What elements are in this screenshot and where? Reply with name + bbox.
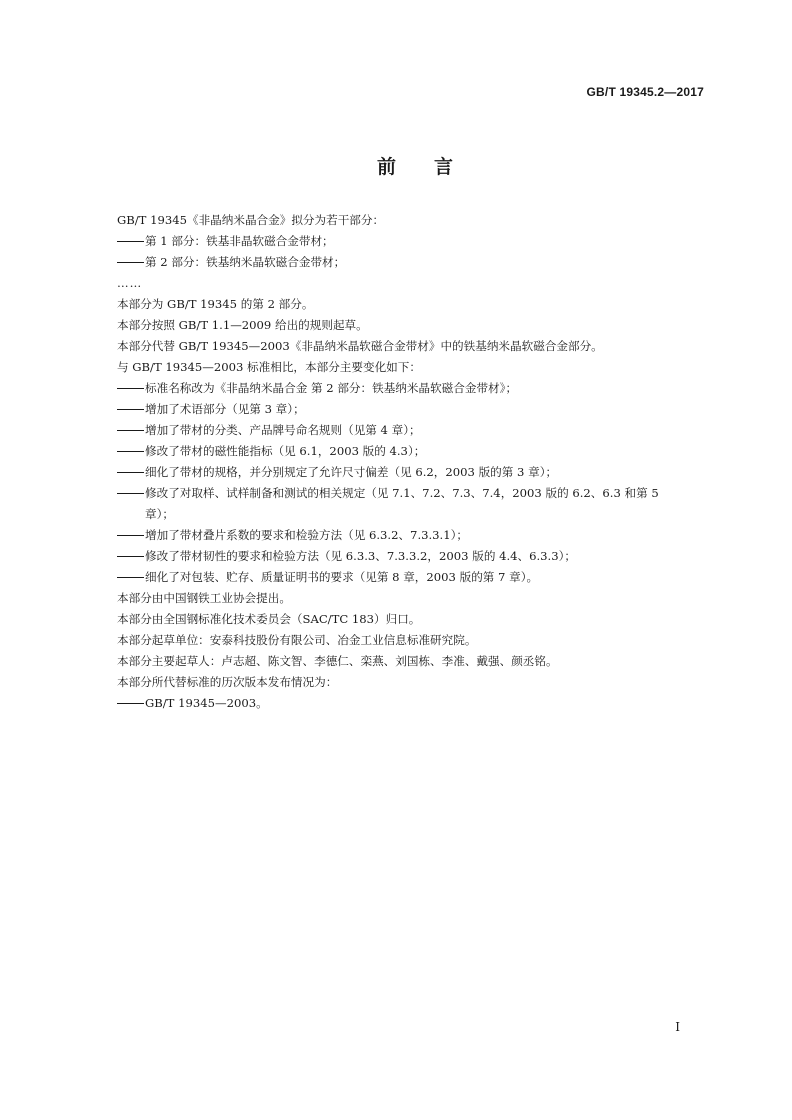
- dash-marker: [117, 556, 144, 557]
- list-item-text: 第 1 部分：铁基非晶软磁合金带材；: [145, 234, 334, 248]
- dash-marker: [117, 472, 144, 473]
- page-title: 前言: [376, 156, 491, 178]
- paragraph: 本部分为 GB/T 19345 的第 2 部分。: [117, 297, 314, 311]
- list-item: [117, 441, 707, 462]
- foreword-body: [117, 210, 707, 714]
- dash-marker: [117, 262, 144, 263]
- paragraph: 本部分起草单位：安泰科技股份有限公司、冶金工业信息标准研究院。: [117, 633, 477, 647]
- list-item-continuation: 章）；: [145, 507, 174, 521]
- intro-line: GB/T 19345《非晶纳米晶合金》拟分为若干部分：: [117, 213, 385, 227]
- list-item-text: 修改了带材的磁性能指标（见 6.1，2003 版的 4.3）；: [145, 444, 426, 458]
- paragraph: 本部分所代替标准的历次版本发布情况为：: [117, 675, 338, 689]
- list-item-text: 增加了带材的分类、产品牌号命名规则（见第 4 章）；: [145, 423, 421, 437]
- page-number: Ⅰ: [675, 1020, 680, 1034]
- list-item: [117, 525, 707, 546]
- paragraph: 与 GB/T 19345—2003 标准相比，本部分主要变化如下：: [117, 360, 421, 374]
- dash-marker: [117, 409, 144, 410]
- paragraph: 本部分由中国钢铁工业协会提出。: [117, 591, 291, 605]
- list-item-text: 细化了对包装、贮存、质量证明书的要求（见第 8 章，2003 版的第 7 章）。: [145, 570, 539, 584]
- dash-marker: [117, 241, 144, 242]
- paragraph: 本部分主要起草人：卢志超、陈文智、李德仁、栾燕、刘国栋、李准、戴强、颜丞铭。: [117, 654, 558, 668]
- list-item-text: 细化了带材的规格，并分别规定了允许尺寸偏差（见 6.2，2003 版的第 3 章）；: [145, 465, 558, 479]
- list-item-text: 修改了带材韧性的要求和检验方法（见 6.3.3、7.3.3.2，2003 版的 4.4、6.3.3）；: [145, 549, 577, 563]
- list-item-text: 第 2 部分：铁基纳米晶软磁合金带材；: [145, 255, 346, 269]
- list-item-text: 增加了带材叠片系数的要求和检验方法（见 6.3.2、7.3.3.1）；: [145, 528, 469, 542]
- list-item-text: GB/T 19345—2003。: [145, 696, 268, 710]
- list-item: [117, 567, 707, 588]
- list-item: [117, 462, 707, 483]
- dash-marker: [117, 577, 144, 578]
- list-item-text: 修改了对取样、试样制备和测试的相关规定（见 7.1、7.2、7.3、7.4，2003 版的 6.2、6.3 和第 5: [145, 486, 659, 500]
- standard-number: GB/T 19345.2—2017: [586, 85, 704, 99]
- list-item: [117, 252, 707, 273]
- list-item-text: 标准名称改为《非晶纳米晶合金 第 2 部分：铁基纳米晶软磁合金带材》；: [145, 381, 518, 395]
- paragraph: 本部分按照 GB/T 1.1—2009 给出的规则起草。: [117, 318, 368, 332]
- dash-marker: [117, 388, 144, 389]
- list-item: [117, 546, 707, 567]
- dash-marker: [117, 493, 144, 494]
- list-item: [117, 420, 707, 441]
- list-item: [117, 399, 707, 420]
- list-item: [117, 693, 707, 714]
- list-item: [117, 231, 707, 252]
- dash-marker: [117, 703, 144, 704]
- list-item-text: 增加了术语部分（见第 3 章）；: [145, 402, 305, 416]
- dash-marker: [117, 535, 144, 536]
- paragraph: 本部分代替 GB/T 19345—2003《非晶纳米晶软磁合金带材》中的铁基纳米晶软磁合金部分。: [117, 339, 603, 353]
- ellipsis: ……: [117, 276, 143, 290]
- dash-marker: [117, 430, 144, 431]
- list-item: [117, 378, 707, 399]
- list-item: [117, 483, 707, 504]
- paragraph: 本部分由全国钢标准化技术委员会（SAC/TC 183）归口。: [117, 612, 421, 626]
- dash-marker: [117, 451, 144, 452]
